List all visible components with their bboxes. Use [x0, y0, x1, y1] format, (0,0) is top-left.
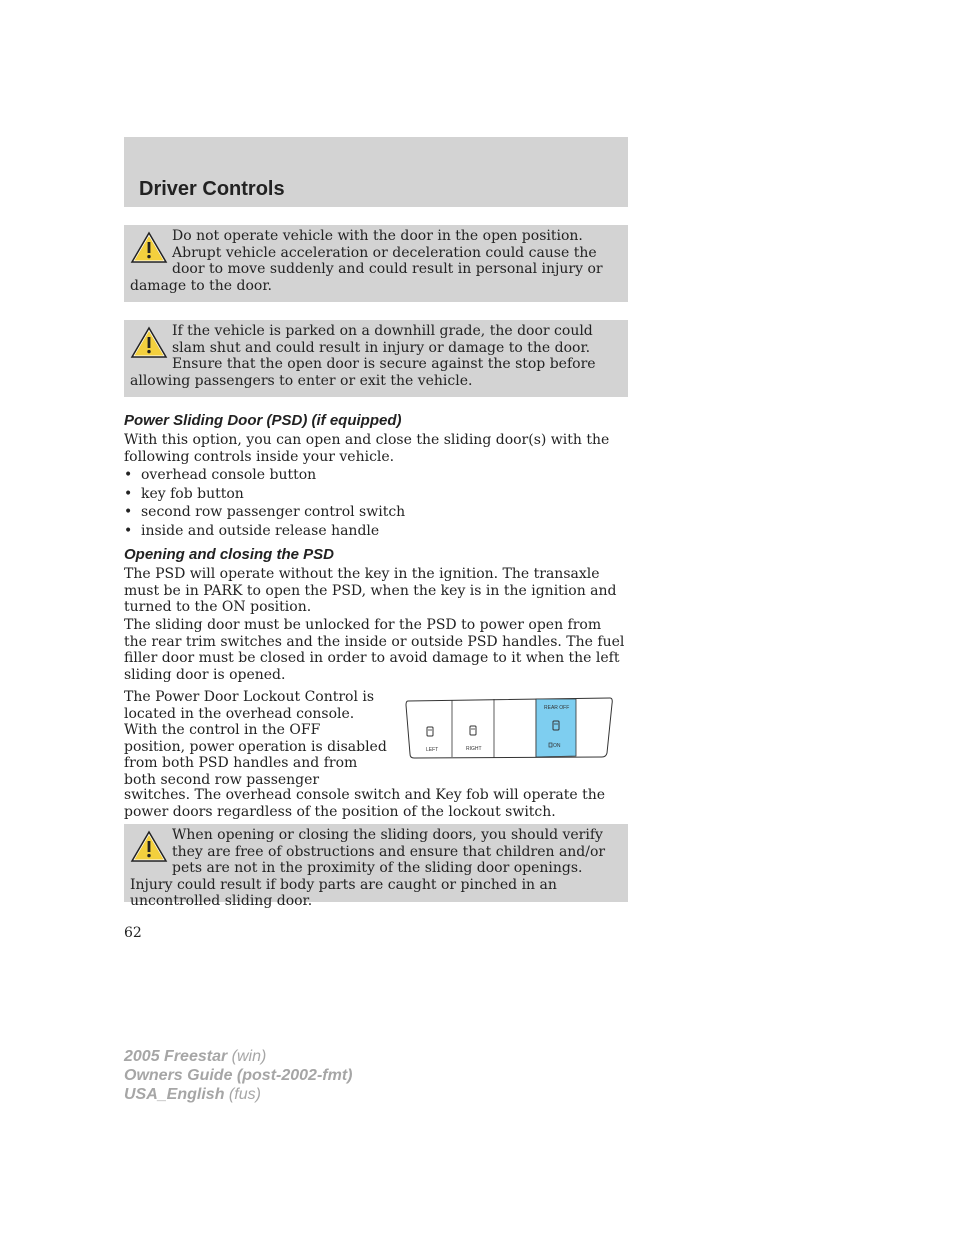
section-header-band [124, 137, 628, 207]
warning-text: When opening or closing the sliding doors, you should verify they are free of obstructions and ensure that children and/or pets are not in the proximity of the sliding door openings. Injury could result if body parts are caught or pinched in an uncontrolled sliding door. [130, 827, 606, 909]
warning-box-downhill [124, 320, 628, 397]
warning-box-sliding-door [124, 824, 628, 909]
right-label: RIGHT [466, 746, 482, 752]
list-item: • key fob button [124, 485, 244, 502]
warning-triangle-icon [130, 326, 168, 359]
bullet-icon: • [124, 485, 133, 502]
left-label: LEFT [426, 747, 439, 753]
warning-triangle-icon [130, 830, 168, 863]
lockout-para-wrapped: The Power Door Lockout Control is located in the overhead console. With the control in the OFF position, power operation is disabled from both PSD handles and from both second row passenger [124, 689, 387, 788]
bullet-icon: • [124, 522, 133, 539]
list-item: • overhead console button [124, 467, 317, 483]
psd-controls-list [124, 466, 405, 540]
warning-box-door-open [124, 225, 628, 302]
warning-text: If the vehicle is parked on a downhill grade, the door could slam shut and could result in injury or damage to the door. Ensure that the open door is secure against the stop before allowing passengers to enter or exit the vehicle. [130, 323, 596, 389]
rear-off-label: REAR OFF [544, 705, 570, 711]
power-door-lockout-control-figure [404, 696, 614, 760]
psd-heading: Power Sliding Door (PSD) (if equipped) [124, 412, 402, 429]
document-footer: 2005 Freestar (win) Owners Guide (post-2002-fmt) USA_English (fus) [124, 1048, 353, 1103]
opening-heading: Opening and closing the PSD [124, 546, 335, 563]
psd-intro: With this option, you can open and close the sliding door(s) with the following controls inside your vehicle. [124, 432, 610, 465]
page-number: 62 [124, 925, 142, 941]
opening-para-1: The PSD will operate without the key in the ignition. The transaxle must be in PARK to open the PSD, when the key is in the ignition and turned to the ON position. [124, 566, 617, 615]
lockout-para-rest: switches. The overhead console switch and Key fob will operate the power doors regardless of the position of the lockout switch. [124, 787, 606, 820]
list-item: • second row passenger control switch [124, 504, 406, 520]
warning-text: Do not operate vehicle with the door in the open position. Abrupt vehicle acceleration or deceleration could cause the door to move suddenly and could result in personal injury or damage to the door. [130, 228, 603, 294]
warning-triangle-icon [130, 231, 168, 264]
opening-para-2: The sliding door must be unlocked for the PSD to power open from the rear trim switches and the inside or outside PSD handles. The fuel filler door must be closed in order to avoid damage to it when the left sliding door is opened. [124, 617, 625, 683]
section-title: Driver Controls [139, 178, 285, 200]
bullet-icon: • [124, 467, 133, 483]
list-item: • inside and outside release handle [124, 522, 380, 539]
bullet-icon: • [124, 504, 133, 520]
on-label: ON [553, 743, 561, 749]
